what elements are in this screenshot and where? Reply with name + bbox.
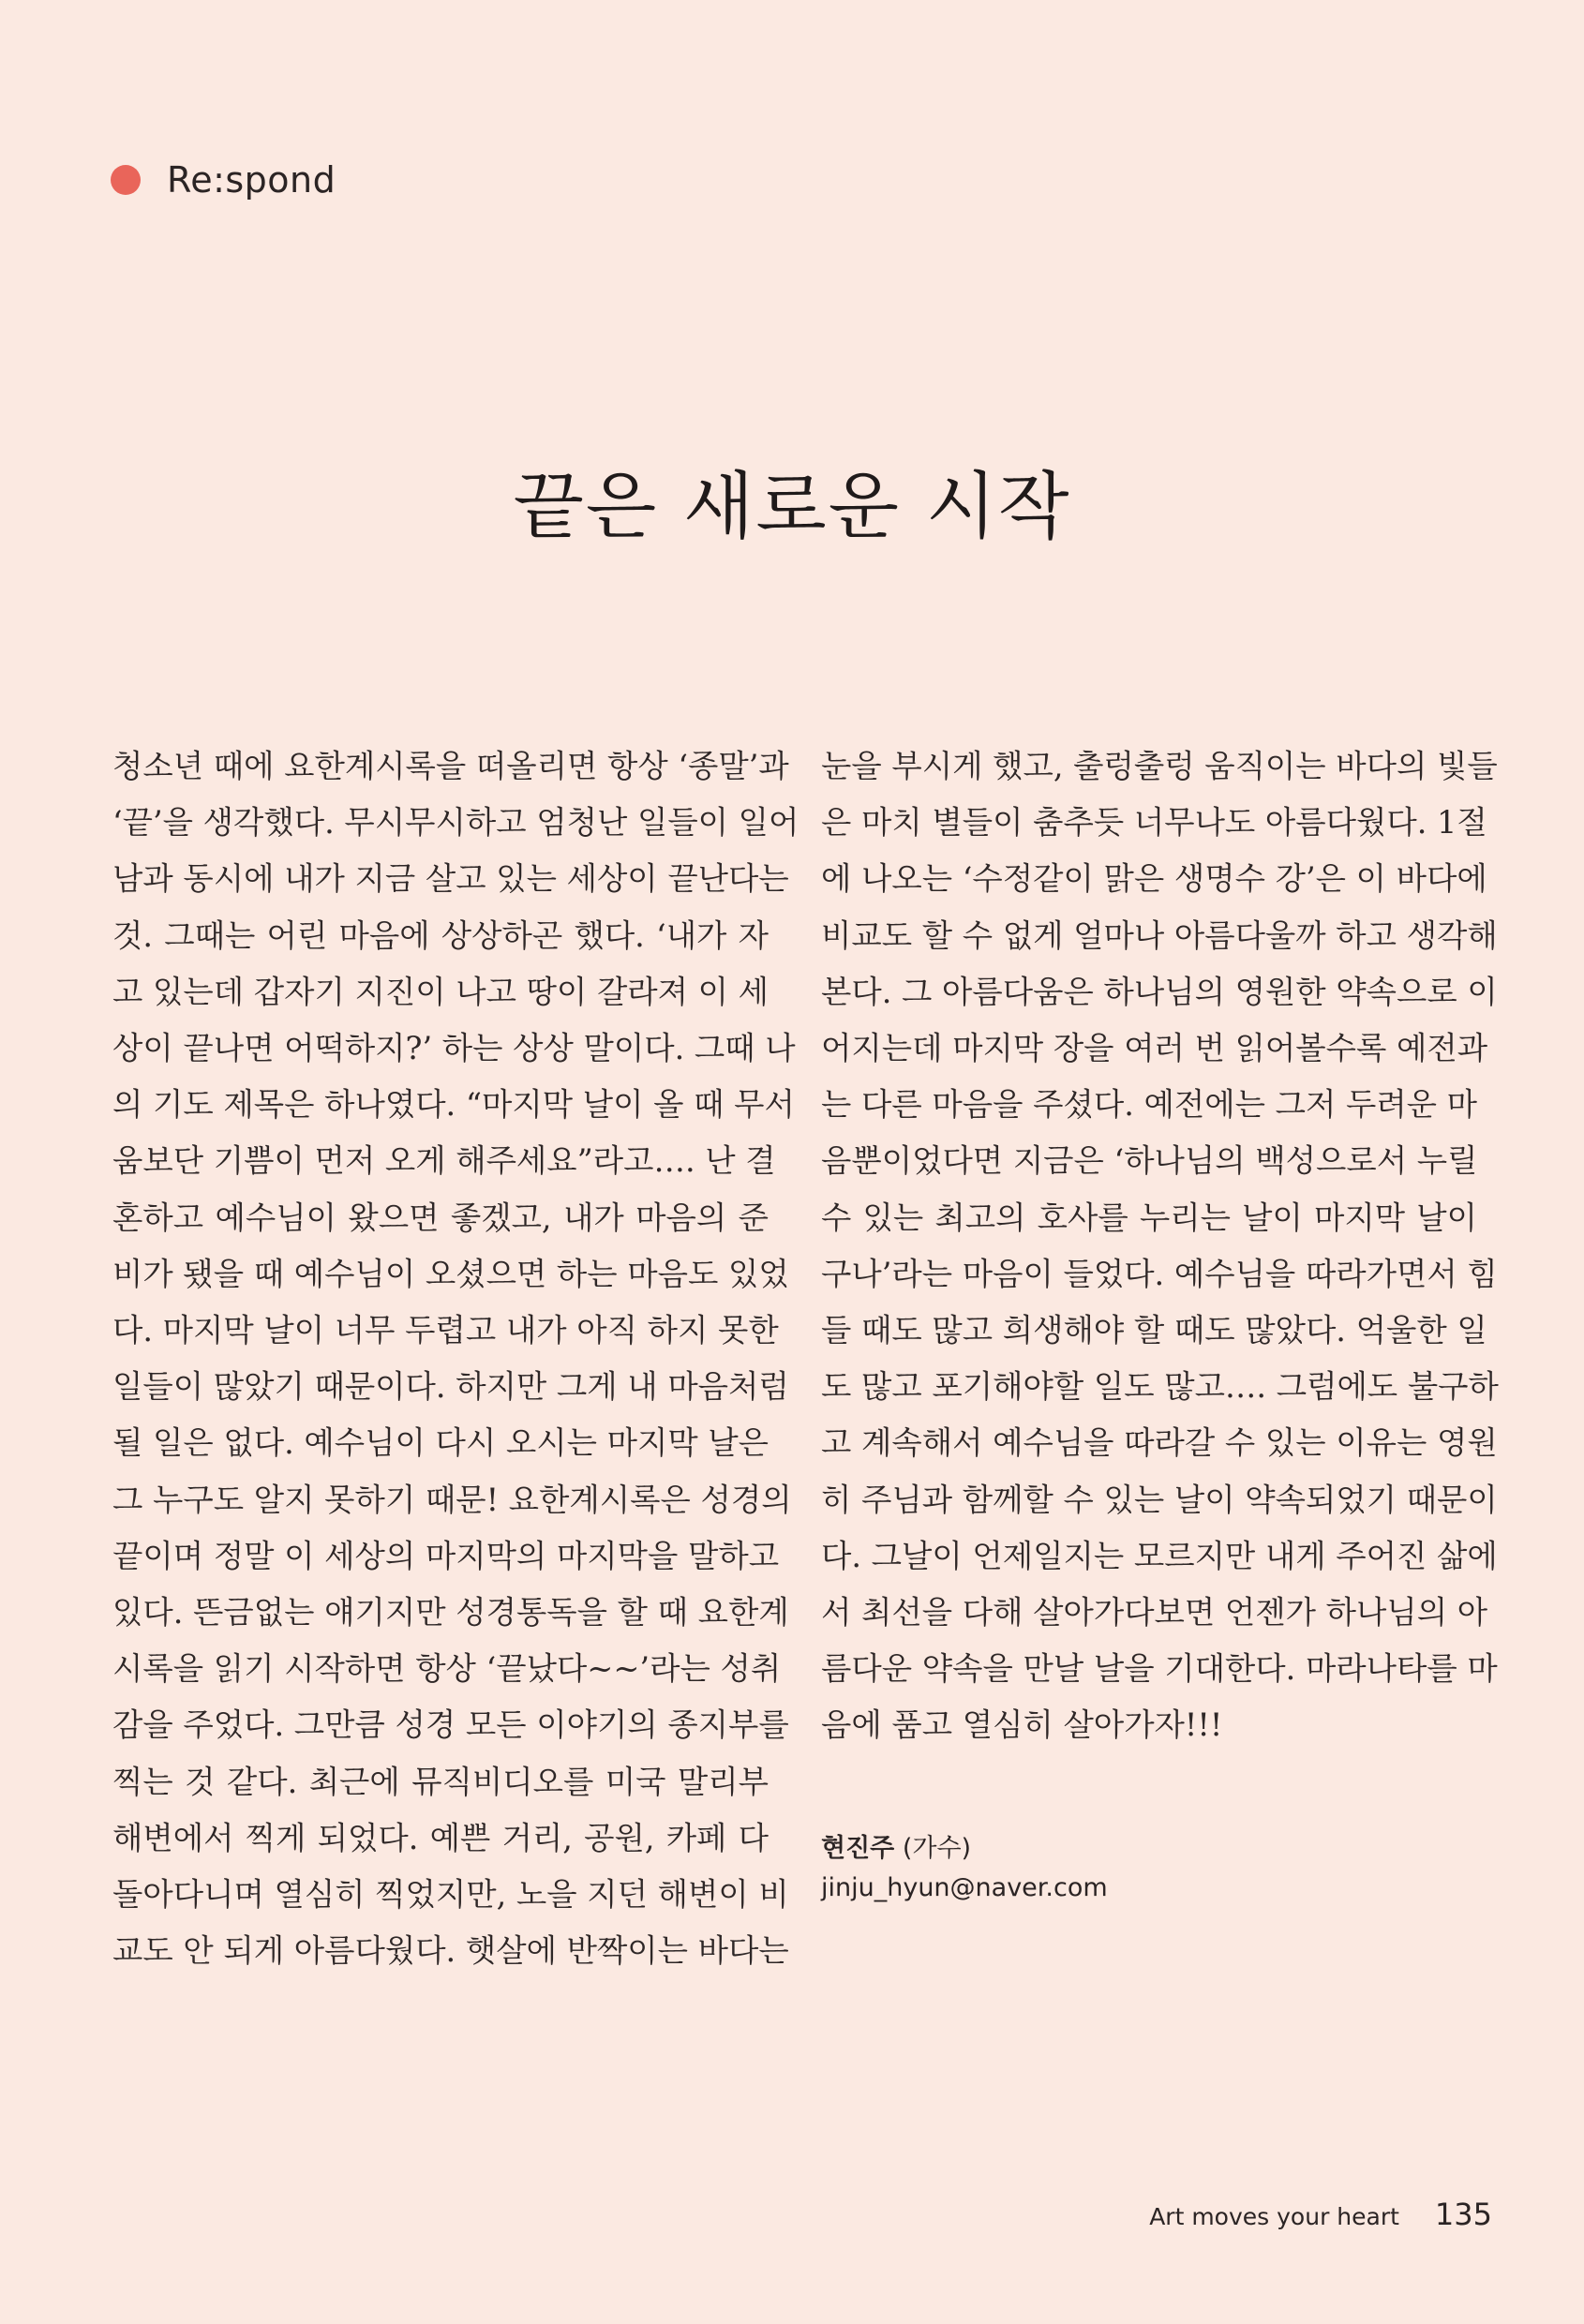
body-line: 고 계속해서 예수님을 따라갈 수 있는 이유는 영원	[821, 1424, 1498, 1462]
body-line: 다. 마지막 날이 너무 두렵고 내가 아직 하지 못한	[112, 1312, 779, 1349]
body-line: 움보단 기쁨이 먼저 오게 해주세요”라고…. 난 결	[112, 1142, 776, 1180]
body-line: ‘끝’을 생각했다. 무시무시하고 엄청난 일들이 일어	[112, 804, 799, 842]
body-line: 음에 품고 열심히 살아가자!!!	[821, 1706, 1223, 1744]
body-line: 감을 주었다. 그만큼 성경 모든 이야기의 종지부를	[112, 1706, 789, 1744]
body-line: 비가 됐을 때 예수님이 오셨으면 하는 마음도 있었	[112, 1255, 789, 1292]
body-line: 에 나오는 ‘수정같이 맑은 생명수 강’은 이 바다에	[821, 860, 1487, 898]
body-line: 찍는 것 같다. 최근에 뮤직비디오를 미국 말리부	[112, 1763, 769, 1800]
body-line: 음뿐이었다면 지금은 ‘하나님의 백성으로서 누릴	[821, 1142, 1478, 1180]
body-line: 들 때도 많고 희생해야 할 때도 많았다. 억울한 일	[821, 1312, 1487, 1349]
body-line: 다. 그날이 언제일지는 모르지만 내게 주어진 삶에	[821, 1537, 1498, 1574]
page-footer	[1149, 2197, 1492, 2232]
section-dot-icon	[111, 165, 141, 195]
body-line: 돌아다니며 열심히 찍었지만, 노을 지던 해변이 비	[112, 1876, 789, 1914]
body-line: 어지는데 마지막 장을 여러 번 읽어볼수록 예전과	[821, 1030, 1488, 1067]
body-line: 구나’라는 마음이 들었다. 예수님을 따라가면서 힘	[821, 1255, 1498, 1292]
body-line: 끝이며 정말 이 세상의 마지막의 마지막을 말하고	[112, 1537, 780, 1574]
body-line: 눈을 부시게 했고, 출렁출렁 움직이는 바다의 빛들	[821, 748, 1498, 784]
body-line: 것. 그때는 어린 마음에 상상하곤 했다. ‘내가 자	[112, 916, 769, 954]
author-role: (가수)	[902, 1834, 972, 1863]
body-line: 해변에서 찍게 되었다. 예쁜 거리, 공원, 카페 다	[112, 1819, 769, 1856]
body-line: 름다운 약속을 만날 날을 기대한다. 마라나타를 마	[821, 1650, 1498, 1688]
body-line: 그 누구도 알지 못하기 때문! 요한계시록은 성경의	[112, 1481, 792, 1518]
author-line	[821, 1829, 1108, 1869]
section-tag	[111, 159, 336, 201]
body-line: 시록을 읽기 시작하면 항상 ‘끝났다~~’라는 성취	[112, 1650, 782, 1688]
body-line: 본다. 그 아름다움은 하나님의 영원한 약속으로 이	[821, 973, 1498, 1010]
body-line: 도 많고 포기해야할 일도 많고…. 그럼에도 불구하	[821, 1368, 1499, 1406]
article-body-left-column	[112, 738, 799, 1979]
author-byline	[821, 1829, 1108, 1908]
section-label: Re:spond	[167, 159, 336, 201]
article-title: 끝은 새로운 시작	[513, 465, 1071, 549]
body-line: 히 주님과 함께할 수 있는 날이 약속되었기 때문이	[821, 1481, 1498, 1518]
body-line: 교도 안 되게 아름다웠다. 햇살에 반짝이는 바다는	[112, 1932, 789, 1970]
body-line: 서 최선을 다해 살아가다보면 언젠가 하나님의 아	[821, 1594, 1488, 1631]
body-line: 고 있는데 갑자기 지진이 나고 땅이 갈라져 이 세	[112, 973, 770, 1010]
body-line: 일들이 많았기 때문이다. 하지만 그게 내 마음처럼	[112, 1368, 789, 1406]
footer-slogan: Art moves your heart	[1149, 2203, 1399, 2230]
author-name: 현진주	[821, 1834, 895, 1863]
article-body-right-column	[821, 738, 1499, 1754]
body-line: 비교도 할 수 없게 얼마나 아름다울까 하고 생각해	[821, 916, 1498, 954]
page-number: 135	[1434, 2197, 1492, 2232]
body-line: 수 있는 최고의 호사를 누리는 날이 마지막 날이	[821, 1199, 1477, 1236]
body-line: 혼하고 예수님이 왔으면 좋겠고, 내가 마음의 준	[112, 1199, 769, 1236]
body-line: 될 일은 없다. 예수님이 다시 오시는 마지막 날은	[112, 1424, 770, 1462]
body-line: 의 기도 제목은 하나였다. “마지막 날이 올 때 무서	[112, 1086, 795, 1124]
body-line: 상이 끝나면 어떡하지?’ 하는 상상 말이다. 그때 나	[112, 1030, 796, 1067]
body-line: 남과 동시에 내가 지금 살고 있는 세상이 끝난다는	[112, 860, 789, 898]
body-line: 는 다른 마음을 주셨다. 예전에는 그저 두려운 마	[821, 1086, 1478, 1124]
author-email: jinju_hyun@naver.com	[821, 1873, 1108, 1902]
body-line: 있다. 뜬금없는 얘기지만 성경통독을 할 때 요한계	[112, 1594, 789, 1631]
body-line: 청소년 때에 요한계시록을 떠올리면 항상 ‘종말’과	[112, 748, 789, 784]
body-line: 은 마치 별들이 춤추듯 너무나도 아름다웠다. 1절	[821, 804, 1487, 842]
